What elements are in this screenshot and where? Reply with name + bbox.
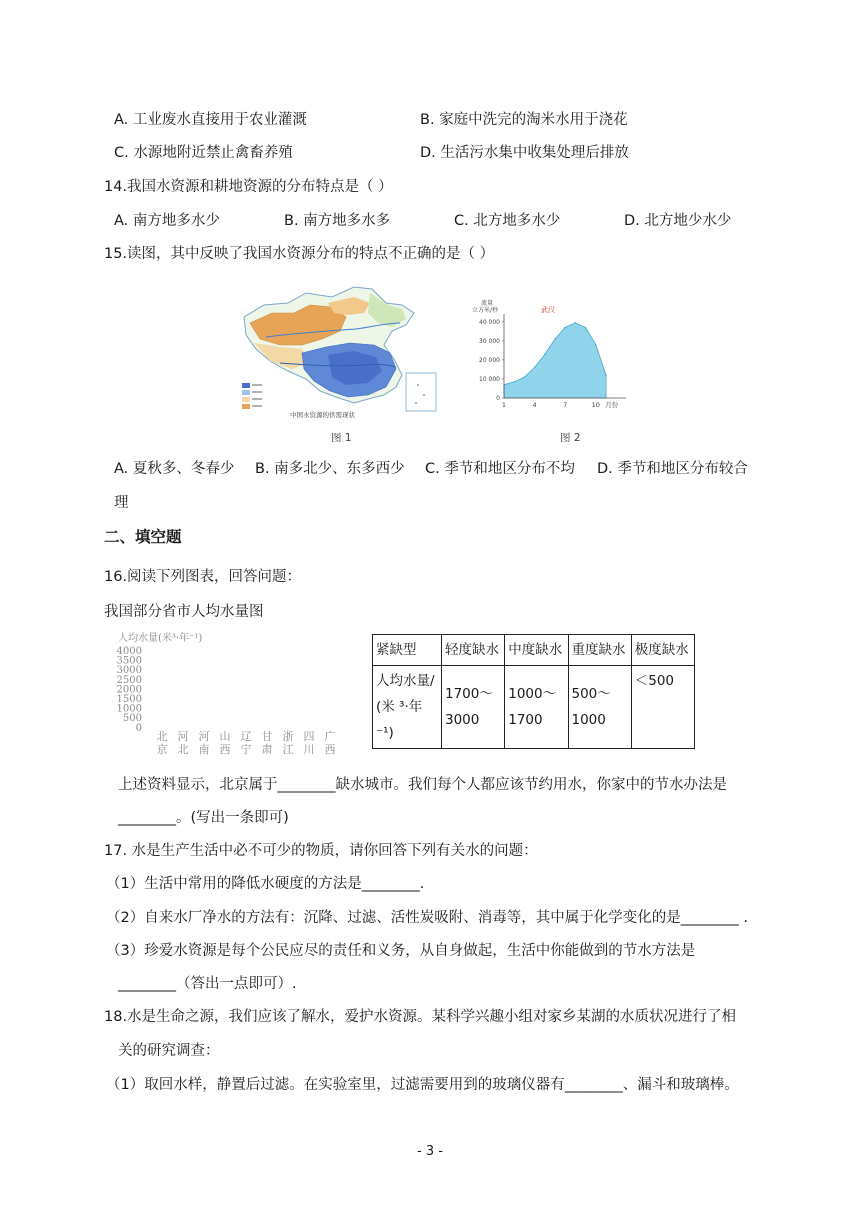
bar-chart-title: 人均水量(米³·年⁻¹) [118, 633, 203, 644]
q13-option-b[interactable]: B. 家庭中洗完的淘米水用于浇花 [420, 112, 628, 128]
y-tick-label: 2500 [116, 674, 142, 686]
discharge-data-point [524, 376, 525, 377]
china-water-map-figure [236, 283, 450, 425]
q13-option-c[interactable]: C. 水源地附近禁止禽畜养殖 [114, 145, 293, 161]
y-tick-label: 40 000 [479, 318, 500, 326]
x-tick-label: 10 [591, 401, 600, 409]
category-label-top: 浙 [282, 730, 294, 743]
table-header-cell: 中度缺水 [505, 635, 568, 666]
y-tick-label: 500 [122, 713, 142, 725]
y-tick-label: 0 [496, 395, 500, 402]
y-tick-label: 30 000 [479, 337, 500, 345]
discharge-data-point [575, 322, 576, 323]
q18-part1[interactable]: （1）取回水样，静置后过滤。在实验室里，过滤需要用到的玻璃仪器有________、漏斗和玻璃棒。 [106, 1077, 739, 1093]
cell-line1: 500～ [571, 686, 611, 702]
category-label-bottom: 南 [198, 743, 210, 756]
cell-line1: 1700～ [445, 686, 493, 702]
table-cell [568, 666, 631, 749]
y-tick-label: 2000 [116, 684, 142, 696]
bar-chart-body [117, 646, 336, 756]
discharge-area-series [504, 323, 606, 398]
china-map-image [236, 283, 450, 425]
wuhan-discharge-chart [466, 296, 642, 414]
q15-option-d-continued: 理 [114, 495, 129, 511]
x-tick-label: 4 [532, 401, 537, 409]
q14-option-c[interactable]: C. 北方地多水少 [454, 213, 561, 229]
y-tick-label: 4000 [116, 646, 142, 657]
category-label-top: 北 [156, 730, 168, 743]
category-label-top: 广 [324, 730, 336, 743]
table-header-cell: 紧缺型 [373, 635, 442, 666]
category-label-bottom: 西 [324, 743, 336, 756]
table-header-row [373, 635, 695, 666]
q14-option-d[interactable]: D. 北方地少水少 [624, 213, 732, 229]
x-axis-unit-label: 月份 [605, 401, 619, 409]
discharge-data-point [544, 354, 545, 355]
q14-option-b[interactable]: B. 南方地多水多 [284, 213, 391, 229]
q17-part3-line2[interactable]: ________（答出一点即可）. [118, 976, 297, 992]
y-tick-label: 1500 [116, 694, 142, 705]
cell-line1: 1000～ [508, 686, 557, 702]
table-row [373, 666, 695, 749]
table-header-cell: 重度缺水 [568, 635, 631, 666]
y-tick-label: 0 [135, 722, 142, 734]
category-label-bottom: 宁 [240, 743, 252, 756]
q15-option-a[interactable]: A. 夏秋多、冬春少 [114, 461, 235, 477]
y-tick-label: 3000 [116, 665, 142, 677]
table-row-label [373, 666, 442, 749]
category-label-top: 山 [219, 730, 231, 743]
table-cell [631, 666, 694, 749]
water-scarcity-table [372, 634, 695, 749]
chart-ylabel-line1: 流量 [481, 300, 494, 307]
category-label-top: 河 [177, 730, 189, 743]
map-title: 中国水资源的供需现状 [290, 411, 355, 419]
q13-option-d[interactable]: D. 生活污水集中收集处理后排放 [420, 145, 629, 161]
q16-answer-line2[interactable]: ________。(写出一条即可) [118, 810, 289, 826]
q15-option-c[interactable]: C. 季节和地区分布不均 [425, 461, 575, 477]
category-label-bottom: 肃 [261, 743, 273, 756]
category-label-bottom: 西 [219, 743, 231, 756]
chart-ylabel-line2: 立方米/秒 [472, 307, 499, 314]
y-tick-label: 10 000 [479, 375, 500, 383]
cell-line2: 1700 [508, 712, 543, 728]
chart-title-wuhan: 武汉 [541, 306, 555, 314]
row-label-line2: (米 ³·年⁻¹) [376, 699, 423, 741]
discharge-data-point [554, 338, 555, 339]
category-label-top: 甘 [261, 730, 273, 743]
q18-stem-line1: 18.水是生命之源，我们应该了解水，爱护水资源。某科学兴趣小组对家乡某湖的水质状况进行了相 [104, 1009, 737, 1025]
q14-option-a[interactable]: A. 南方地多水少 [114, 213, 220, 229]
category-label-top: 四 [303, 730, 315, 743]
discharge-data-point [585, 327, 586, 328]
section-2-heading: 二、填空题 [104, 528, 182, 546]
table-cell [505, 666, 568, 749]
cell-line2: 1000 [571, 712, 606, 728]
category-label-bottom: 川 [303, 743, 315, 756]
table-header-cell: 极度缺水 [631, 635, 694, 666]
category-label-bottom: 江 [282, 743, 294, 756]
figure-1-caption: 图 1 [331, 432, 352, 444]
cell-line1: ＜500 [634, 673, 675, 689]
q16-answer-line1[interactable]: 上述资料显示，北京属于________缺水城市。我们每个人都应该节约用水，你家中的节水办法是 [118, 777, 727, 793]
q17-part1[interactable]: （1）生活中常用的降低水硬度的方法是________. [106, 876, 425, 892]
q18-stem-line2: 关的研究调查： [118, 1043, 220, 1059]
table-cell [442, 666, 505, 749]
q17-stem: 17. 水是生产生活中必不可少的物质，请你回答下列有关水的问题： [104, 843, 538, 859]
discharge-data-point [514, 381, 515, 382]
discharge-data-point [605, 375, 606, 376]
discharge-data-point [534, 367, 535, 368]
discharge-data-point [565, 327, 566, 328]
category-label-bottom: 京 [156, 743, 168, 756]
q15-stem: 15.读图，其中反映了我国水资源分布的特点不正确的是（ ） [104, 246, 495, 262]
table-header-cell: 轻度缺水 [442, 635, 505, 666]
per-capita-water-chart [112, 628, 340, 756]
q16-chart-title: 我国部分省市人均水量图 [104, 604, 264, 620]
category-label-bottom: 北 [177, 743, 189, 756]
q15-option-b[interactable]: B. 南多北少、东多西少 [255, 461, 405, 477]
y-tick-label: 1000 [116, 703, 142, 715]
discharge-chart-body [479, 314, 626, 409]
q17-part2[interactable]: （2）自来水厂净水的方法有：沉降、过滤、活性炭吸附、消毒等，其中属于化学变化的是________ . [106, 910, 748, 926]
cell-line2: 3000 [445, 712, 480, 728]
discharge-data-point [595, 344, 596, 345]
row-label-line1: 人均水量/ [376, 673, 435, 689]
x-tick-label: 7 [563, 401, 568, 409]
category-label-top: 辽 [240, 730, 252, 743]
q17-part3-line1: （3）珍爱水资源是每个公民应尽的责任和义务，从自身做起，生活中你能做到的节水方法是 [106, 943, 696, 959]
x-tick-label: 1 [501, 401, 507, 409]
q16-stem: 16.阅读下列图表，回答问题： [104, 569, 302, 585]
discharge-chart-svg [466, 296, 642, 414]
page-number: - 3 - [417, 1144, 443, 1159]
figure-2-caption: 图 2 [560, 432, 581, 444]
y-tick-label: 20 000 [479, 356, 500, 364]
category-label-top: 河 [198, 730, 210, 743]
q15-option-d[interactable]: D. 季节和地区分布较合 [597, 461, 748, 477]
per-capita-chart-svg [112, 628, 340, 756]
q13-option-a[interactable]: A. 工业废水直接用于农业灌溉 [114, 112, 307, 128]
y-tick-label: 3500 [116, 655, 142, 667]
q14-stem: 14.我国水资源和耕地资源的分布特点是（ ） [104, 179, 393, 195]
